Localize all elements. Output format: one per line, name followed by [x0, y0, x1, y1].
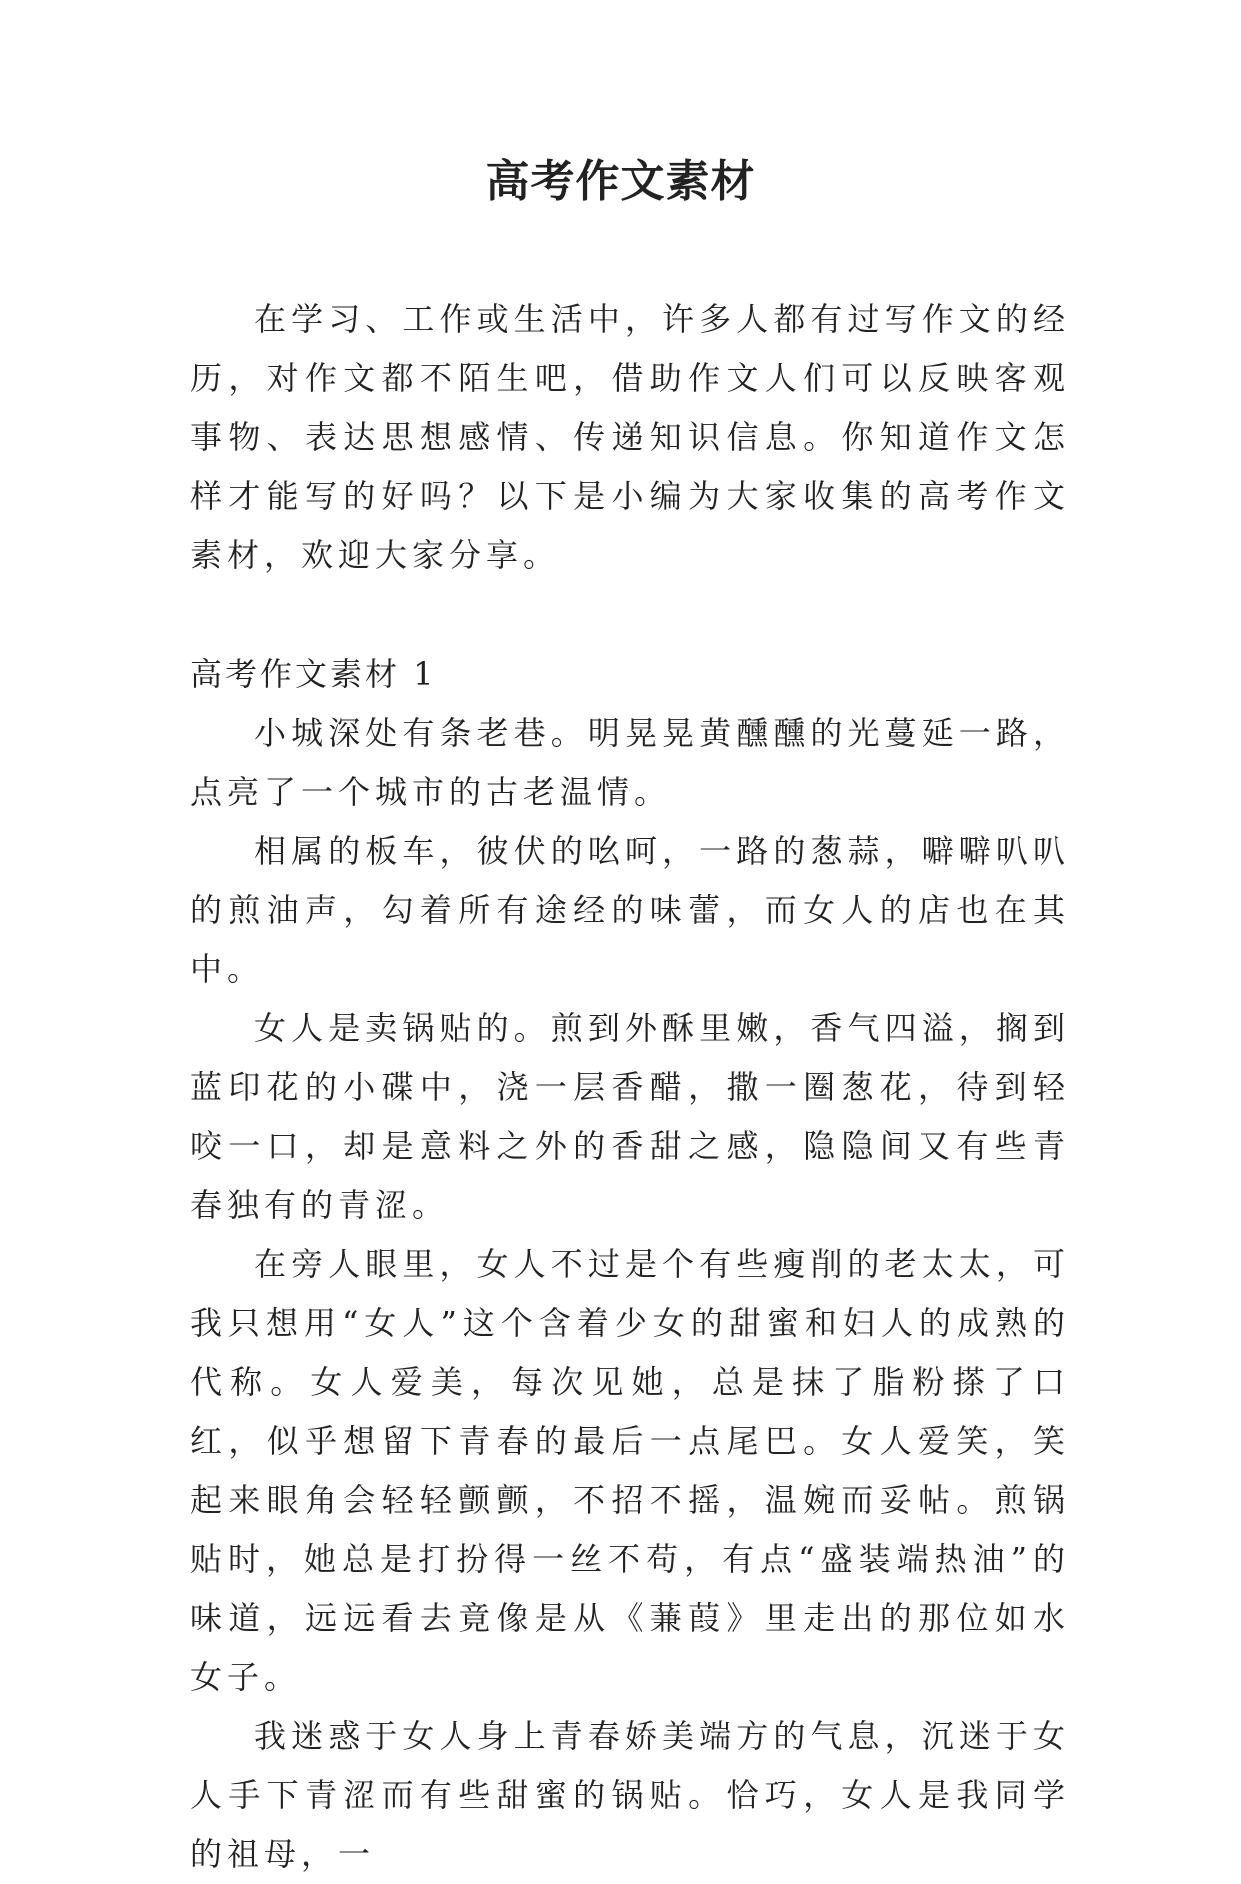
document-title: 高考作文素材	[485, 156, 756, 207]
intro-paragraph: 在学习、工作或生活中，许多人都有过写作文的经历，对作文都不陌生吧，借助作文人们可以反映客观事物、表达思想感情、传递知识信息。你知道作文怎样才能写的好吗？以下是小编为大家收集的高考作文素材，欢迎大家分享。	[190, 300, 1070, 574]
body-paragraph-4: 在旁人眼里，女人不过是个有些瘦削的老太太，可我只想用“女人”这个含着少女的甜蜜和妇人的成熟的代称。女人爱美，每次见她，总是抹了脂粉搽了口红，似乎想留下青春的最后一点尾巴。女人爱笑，笑起来眼角会轻轻颤颤，不招不摇，温婉而妥帖。煎锅贴时，她总是打扮得一丝不苟，有点“盛装端热油”的味道，远远看去竟像是从《蒹葭》里走出的那位如水女子。	[190, 1245, 1070, 1696]
section-heading: 高考作文素材 1	[190, 655, 437, 693]
body-paragraph-2: 相属的板车，彼伏的吆呵，一路的葱蒜，噼噼叭叭的煎油声，勾着所有途经的味蕾，而女人的店也在其中。	[190, 832, 1070, 988]
body-paragraph-5: 我迷惑于女人身上青春娇美端方的气息，沉迷于女人手下青涩而有些甜蜜的锅贴。恰巧，女人是我同学的祖母，一	[190, 1717, 1070, 1873]
document-body	[190, 290, 1070, 1884]
body-paragraph-1: 小城深处有条老巷。明晃晃黄醺醺的光蔓延一路，点亮了一个城市的古老温情。	[190, 714, 1070, 811]
body-paragraph-3: 女人是卖锅贴的。煎到外酥里嫩，香气四溢，搁到蓝印花的小碟中，浇一层香醋，撒一圈葱花，待到轻咬一口，却是意料之外的香甜之感，隐隐间又有些青春独有的青涩。	[190, 1009, 1070, 1224]
